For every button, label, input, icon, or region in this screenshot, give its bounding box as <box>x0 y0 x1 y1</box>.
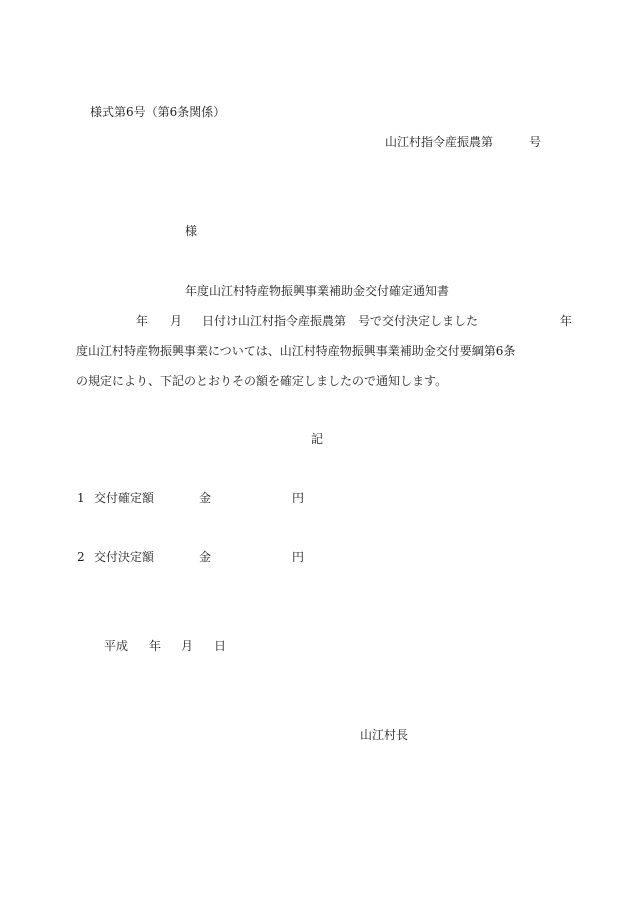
body-line-1-year: 年 <box>136 314 149 328</box>
item-unit: 円 <box>292 491 305 505</box>
item-label: 交付決定額 <box>94 550 155 564</box>
date-year: 年 <box>149 639 162 653</box>
body-line-3: の規定により、下記のとおりその額を確定しましたので通知します。 <box>76 374 448 388</box>
item-currency: 金 <box>199 491 212 505</box>
item-currency: 金 <box>199 550 212 564</box>
document-title: 年度山江村特産物振興事業補助金交付確定通知書 <box>185 284 450 298</box>
recipient-honorific: 様 <box>185 224 198 238</box>
document-number: 山江村指令産振農第 号 <box>385 135 542 149</box>
body-line-2: 度山江村特産物振興事業については、山江村特産物振興事業補助金交付要綱第6条 <box>76 344 516 358</box>
date-month: 月 <box>181 639 194 653</box>
body-line-1-month: 月 <box>170 314 183 328</box>
item-number: 1 <box>77 491 85 505</box>
ki-heading: 記 <box>311 432 324 446</box>
issuer: 山江村長 <box>360 728 409 742</box>
item-unit: 円 <box>292 550 305 564</box>
date-day: 日 <box>214 639 227 653</box>
form-number: 様式第6号（第6条関係） <box>90 105 226 119</box>
body-line-1-year-end: 年 <box>560 314 573 328</box>
item-label: 交付確定額 <box>94 491 155 505</box>
item-number: 2 <box>77 550 85 564</box>
date-era: 平成 <box>104 639 129 653</box>
body-line-1-text: 日付け山江村指令産振農第 号で交付決定しました <box>202 314 479 328</box>
